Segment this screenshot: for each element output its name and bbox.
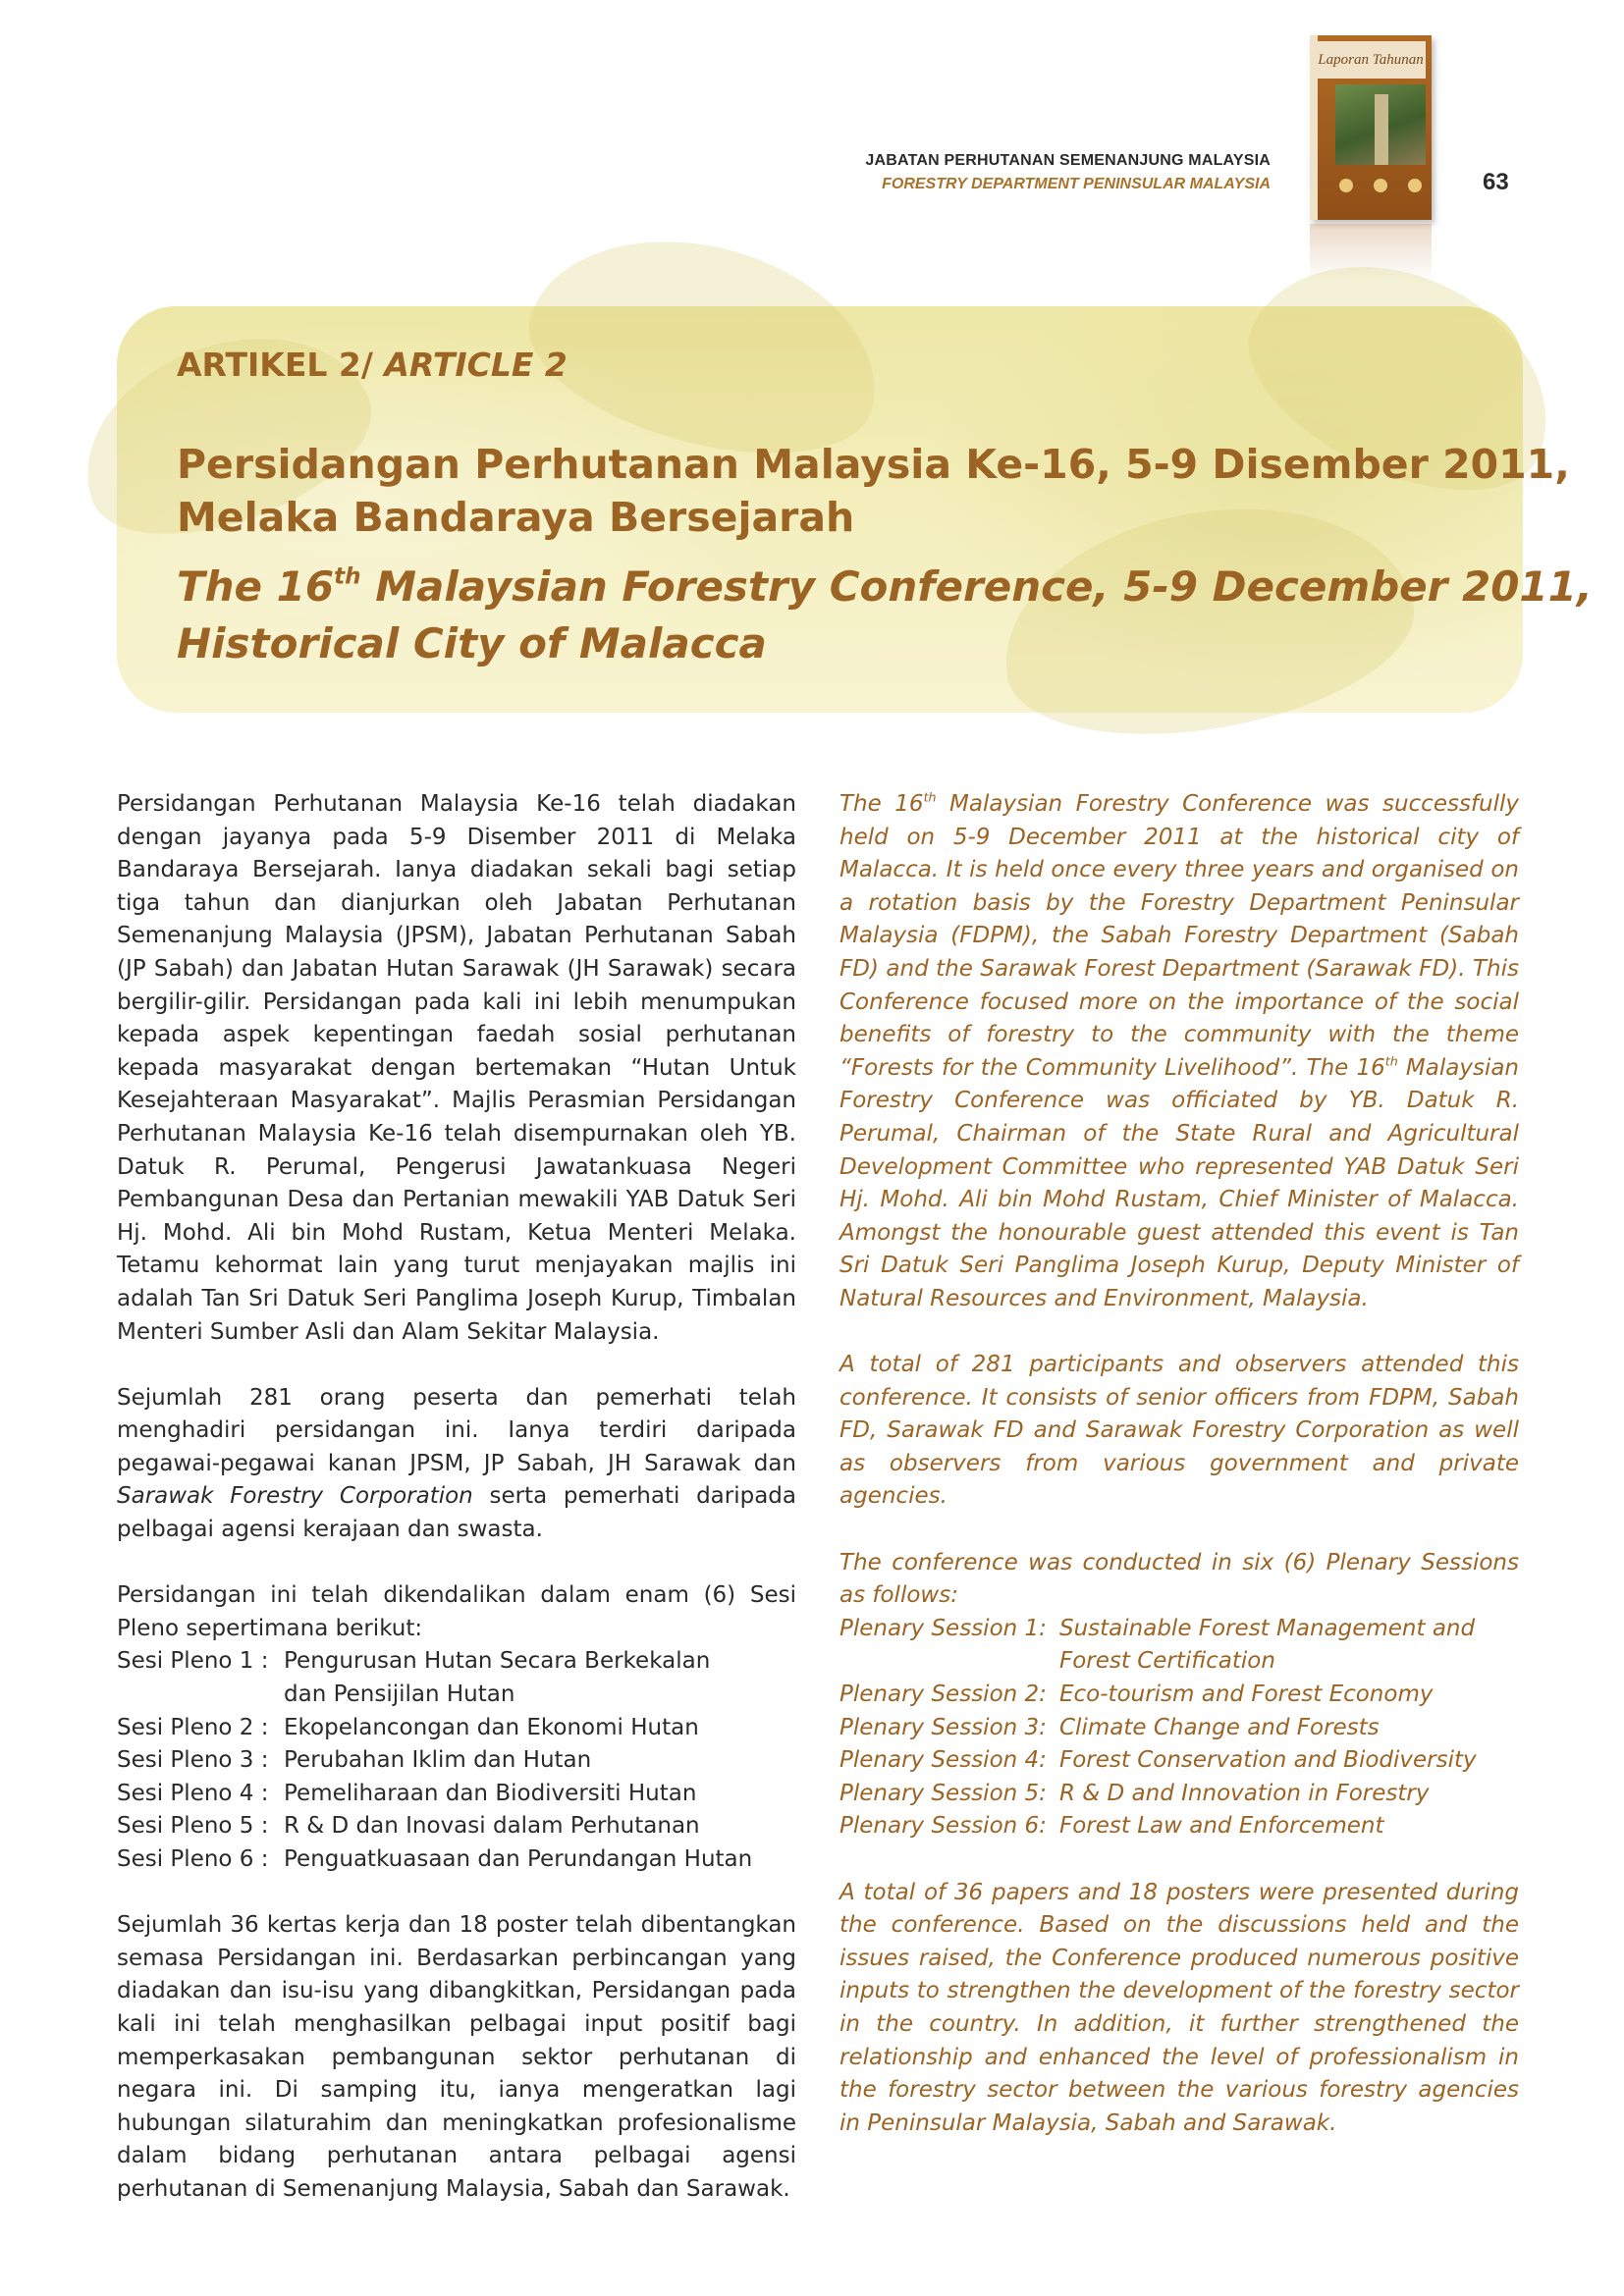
session-key: Plenary Session 1: bbox=[839, 1615, 1047, 1641]
header-org-en: FORESTRY DEPARTMENT PENINSULAR MALAYSIA bbox=[882, 176, 1271, 192]
session-key: Plenary Session 5: bbox=[839, 1780, 1047, 1806]
session-value: Perubahan Iklim dan Hutan bbox=[284, 1747, 592, 1774]
session-key: Plenary Session 3: bbox=[839, 1714, 1047, 1740]
session-value-line-2: dan Pensijilan Hutan bbox=[284, 1682, 515, 1708]
ms-paragraph-3: Persidangan ini telah dikendalikan dalam enam (6) Sesi Pleno sepertimana berikut: bbox=[117, 1582, 796, 1641]
title-en-line-1-rest: Malaysian Forestry Conference, 5-9 December 2011, bbox=[360, 562, 1593, 611]
en-paragraph-2: A total of 281 participants and observers attended this conference. It consists of senior officers from FDPM, Sabah FD, Sarawak FD and Sarawak Forestry Corporation as well as observers from various government and private agencies. bbox=[839, 1352, 1519, 1510]
session-value bbox=[284, 1645, 796, 1711]
en-paragraph-1 bbox=[839, 788, 1519, 1316]
list-item bbox=[839, 1778, 1519, 1811]
article-title-banner bbox=[117, 306, 1593, 713]
session-value: R & D and Innovation in Forestry bbox=[1059, 1780, 1430, 1806]
session-value: Forest Conservation and Biodiversity bbox=[1059, 1747, 1477, 1774]
session-key: Sesi Pleno 2 : bbox=[117, 1714, 269, 1740]
body-column-malay bbox=[117, 788, 796, 2207]
ms-paragraph-2-italic: Sarawak Forestry Corporation bbox=[117, 1483, 473, 1510]
ms-paragraph-2 bbox=[117, 1382, 796, 1547]
session-value: Pemeliharaan dan Biodiversiti Hutan bbox=[284, 1780, 697, 1806]
session-value: R & D dan Inovasi dalam Perhutanan bbox=[284, 1813, 700, 1840]
list-item bbox=[117, 1645, 796, 1711]
session-value: Penguatkuasaan dan Perundangan Hutan bbox=[284, 1846, 753, 1872]
list-item bbox=[117, 1712, 796, 1745]
title-en-prefix: The 16 bbox=[177, 562, 335, 611]
title-en-line-2: Historical City of Malacca bbox=[177, 619, 767, 667]
article-label bbox=[177, 346, 568, 384]
session-value bbox=[1059, 1613, 1519, 1679]
en-ordinal-sup: th bbox=[1384, 1053, 1398, 1069]
logo-icon bbox=[1408, 179, 1422, 192]
tree-trunk-shape bbox=[1375, 94, 1388, 165]
session-key: Sesi Pleno 4 : bbox=[117, 1780, 269, 1806]
list-item bbox=[839, 1712, 1519, 1745]
body-column-english bbox=[839, 788, 1519, 2140]
en-paragraph-1-part-c: Malaysian Forestry Conference was officiated by YB. Datuk R. Perumal, Chairman of the State Rural and Agricultural Development Committee who represented YAB Datuk Seri Hj. Mohd. Ali bin Mohd Rustam, Chief Minister of Malacca. Amongst the honourable guest attended this event is Tan Sri Datuk Seri Panglima Joseph Kurup, Deputy Minister of Natural Resources and Environment, Malaysia. bbox=[839, 1054, 1520, 1311]
session-key: Sesi Pleno 6 : bbox=[117, 1846, 269, 1872]
session-key: Plenary Session 6: bbox=[839, 1813, 1047, 1840]
ms-paragraph-2-part-b: serta pemerhati daripada pelbagai agensi kerajaan dan swasta. bbox=[117, 1483, 797, 1543]
session-key: Sesi Pleno 5 : bbox=[117, 1813, 269, 1840]
book-cover-title: Laporan Tahunan bbox=[1316, 41, 1426, 79]
list-item bbox=[117, 1778, 796, 1811]
en-paragraph-1-part-b: Malaysian Forestry Conference was successfully held on 5-9 December 2011 at the historical city of Malacca. It is held once every three years and organised on a rotation basis by the Forestry Department Peninsular Malaysia (FDPM), the Sabah Forestry Department (Sabah FD) and the Sarawak Forest Department (Sarawak FD). This Conference focused more on the importance of the social benefits of forestry to the community with the theme “Forests for the Community Livelihood”. The 16 bbox=[839, 791, 1520, 1081]
article-title-ms bbox=[177, 438, 1570, 544]
session-key: Sesi Pleno 3 : bbox=[117, 1747, 269, 1774]
session-value: Ekopelancongan dan Ekonomi Hutan bbox=[284, 1714, 699, 1740]
article-title-en bbox=[177, 559, 1593, 672]
list-item bbox=[839, 1810, 1519, 1843]
ms-session-list bbox=[117, 1645, 796, 1876]
header-org-ms: JABATAN PERHUTANAN SEMENANJUNG MALAYSIA bbox=[865, 152, 1271, 169]
article-label-ms: ARTIKEL 2/ bbox=[177, 346, 385, 384]
session-key: Sesi Pleno 1 : bbox=[117, 1648, 269, 1675]
ms-paragraph-1: Persidangan Perhutanan Malaysia Ke-16 telah diadakan dengan jayanya pada 5-9 Disember 2011 di Melaka Bandaraya Bersejarah. Ianya diadakan sekali bagi setiap tiga tahun dan dianjurkan oleh Jabatan Perhutanan Semenanjung Malaysia (JPSM), Jabatan Perhutanan Sabah (JP Sabah) dan Jabatan Hutan Sarawak (JH Sarawak) secara bergilir-gilir. Persidangan pada kali ini lebih menumpukan kepada aspek kepentingan faedah sosial perhutanan kepada masyarakat dengan bertemakan “Hutan Untuk Kesejahteraan Masyarakat”. Majlis Perasmian Persidangan Perhutanan Malaysia Ke-16 telah disempurnakan oleh YB. Datuk R. Perumal, Pengerusi Jawatankuasa Negeri Pembangunan Desa dan Pertanian mewakili YAB Datuk Seri Hj. Mohd. Ali bin Mohd Rustam, Ketua Menteri Melaka. Tetamu kehormat lain yang turut menjayakan majlis ini adalah Tan Sri Datuk Seri Panglima Joseph Kurup, Timbalan Menteri Sumber Asli dan Alam Sekitar Malaysia. bbox=[117, 791, 796, 1345]
title-en-line-1 bbox=[177, 559, 1593, 615]
session-key: Plenary Session 2: bbox=[839, 1682, 1047, 1708]
en-paragraph-4: A total of 36 papers and 18 posters were presented during the conference. Based on the discussions held and the issues raised, the Conference produced numerous positive inputs to strengthen the development of the forestry sector in the country. In addition, it further strengthened the relationship and enhanced the level of professionalism in the forestry sector between the various forestry agencies in Peninsular Malaysia, Sabah and Sarawak. bbox=[839, 1879, 1519, 2136]
list-item bbox=[117, 1744, 796, 1778]
en-session-list bbox=[839, 1613, 1519, 1843]
running-header bbox=[865, 149, 1271, 196]
session-key: Plenary Session 4: bbox=[839, 1747, 1047, 1774]
session-value: Climate Change and Forests bbox=[1059, 1714, 1380, 1740]
session-value-line-1: Pengurusan Hutan Secara Berkekalan bbox=[284, 1648, 711, 1675]
title-ms-line-2: Melaka Bandaraya Bersejarah bbox=[177, 494, 855, 541]
title-ms-line-1: Persidangan Perhutanan Malaysia Ke-16, 5-9 Disember 2011, bbox=[177, 441, 1570, 488]
title-en-ordinal-sup: th bbox=[334, 563, 361, 590]
page-number: 63 bbox=[1483, 169, 1509, 195]
logo-icon bbox=[1339, 179, 1353, 192]
book-cover-logos bbox=[1339, 179, 1422, 198]
list-item bbox=[839, 1679, 1519, 1712]
list-item bbox=[117, 1843, 796, 1877]
en-paragraph-3: The conference was conducted in six (6) Plenary Sessions as follows: bbox=[839, 1549, 1519, 1609]
annual-report-cover-image bbox=[1310, 35, 1432, 220]
article-label-en: ARTICLE 2 bbox=[384, 346, 568, 384]
ms-paragraph-4: Sejumlah 36 kertas kerja dan 18 poster telah dibentangkan semasa Persidangan ini. Berdasarkan perbincangan yang diadakan dan isu-isu yang dibangkitkan, Persidangan pada kali ini telah menghasilkan pelbagai input positif bagi memperkasakan pembangunan sektor perhutanan di negara ini. Di samping itu, ianya mengeratkan lagi hubungan silaturahim dan meningkatkan profesionalisme dalam bidang perhutanan antara pelbagai agensi perhutanan di Semenanjung Malaysia, Sabah dan Sarawak. bbox=[117, 1912, 796, 2202]
en-ordinal-sup: th bbox=[923, 789, 937, 805]
en-paragraph-1-part-a: The 16 bbox=[839, 791, 924, 817]
list-item bbox=[117, 1810, 796, 1843]
session-value-line-1: Sustainable Forest Management and bbox=[1059, 1615, 1476, 1641]
session-value-line-2: Forest Certification bbox=[1059, 1648, 1275, 1675]
list-item bbox=[839, 1613, 1519, 1679]
list-item bbox=[839, 1744, 1519, 1778]
logo-icon bbox=[1374, 179, 1387, 192]
ms-paragraph-2-part-a: Sejumlah 281 orang peserta dan pemerhati telah menghadiri persidangan ini. Ianya terdiri daripada pegawai-pegawai kanan JPSM, JP Sabah, JH Sarawak dan bbox=[117, 1384, 796, 1476]
book-cover-photo bbox=[1335, 84, 1426, 165]
session-value: Eco-tourism and Forest Economy bbox=[1059, 1682, 1434, 1708]
session-value: Forest Law and Enforcement bbox=[1059, 1813, 1384, 1840]
